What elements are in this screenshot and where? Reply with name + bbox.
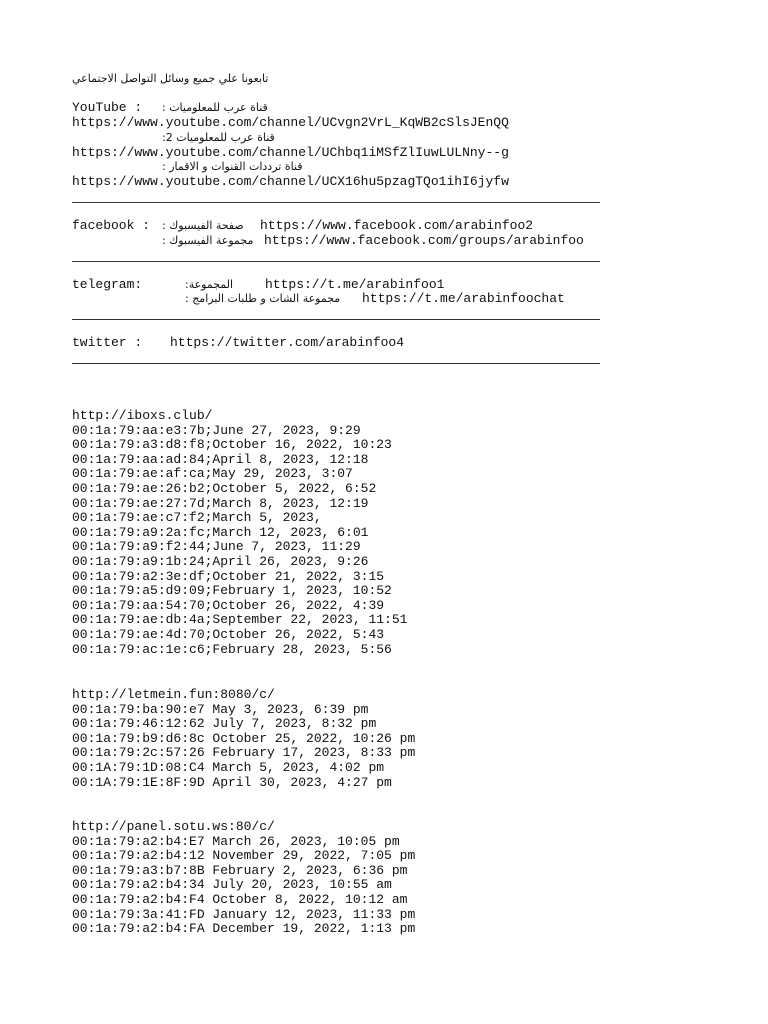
mac-entry: 00:1a:79:ae:4d:70;October 26, 2022, 5:43 [72,626,385,642]
mac-entry: 00:1a:79:a3:b7:8B February 2, 2023, 6:36 pm [72,862,408,878]
mac-entry: 00:1a:79:ae:db:4a;September 22, 2023, 11:51 [72,612,408,628]
youtube-channel-3-name: قناة ترددات القنوات و الاقمار : [162,160,303,173]
mac-entry: 00:1a:79:a2:b4:12 November 29, 2022, 7:05 pm [72,848,416,864]
telegram-group-name: المجموعة: [185,278,234,291]
mac-entry: 00:1A:79:1E:8F:9D April 30, 2023, 4:27 pm [72,774,392,790]
facebook-group-url[interactable]: https://www.facebook.com/groups/arabinfoo [264,233,584,248]
mac-entry: 00:1a:79:aa:ad:84;April 8, 2023, 12:18 [72,451,369,467]
facebook-group-name: مجموعة الفيسبوك : [162,234,254,247]
mac-entry: 00:1a:79:a2:b4:FA December 19, 2022, 1:13 pm [72,921,416,937]
mac-entry: 00:1a:79:aa:e3:7b;June 27, 2023, 9:29 [72,422,361,438]
mac-entry: 00:1a:79:a9:1b:24;April 26, 2023, 9:26 [72,553,369,569]
telegram-chat-name: مجموعة الشات و طلبات البرامج : [185,292,341,305]
mac-entry: 00:1a:79:b9:d6:8c October 25, 2022, 10:26 pm [72,730,416,746]
mac-entry: 00:1a:79:46:12:62 July 7, 2023, 8:32 pm [72,716,377,732]
mac-entry: 00:1a:79:3a:41:FD January 12, 2023, 11:33 pm [72,906,416,922]
divider [72,261,600,262]
facebook-page-url[interactable]: https://www.facebook.com/arabinfoo2 [260,218,534,233]
server-block [72,409,407,657]
mac-entry: 00:1A:79:1D:08:C4 March 5, 2023, 4:02 pm [72,759,385,775]
facebook-label: facebook : [72,218,151,233]
mac-entry: 00:1a:79:a9:2a:fc;March 12, 2023, 6:01 [72,524,369,540]
mac-entry: 00:1a:79:ae:26:b2;October 5, 2022, 6:52 [72,480,377,496]
youtube-channel-1-name: قناة عرب للمعلوميات : [162,101,268,114]
mac-entry: 00:1a:79:ba:90:e7 May 3, 2023, 6:39 pm [72,701,369,717]
mac-entry: 00:1a:79:ae:af:ca;May 29, 2023, 3:07 [72,466,353,482]
server-url[interactable]: http://panel.sotu.ws:80/c/ [72,819,275,834]
divider [72,202,600,203]
server-url[interactable]: http://letmein.fun:8080/c/ [72,687,275,702]
mac-entry: 00:1a:79:a2:b4:E7 March 26, 2023, 10:05 pm [72,833,400,849]
twitter-label: twitter : [72,335,143,350]
follow-us-title: تابعونا علي جميع وسائل التواصل الاجتماعي [72,72,269,85]
mac-entry: 00:1a:79:ac:1e:c6;February 28, 2023, 5:56 [72,641,392,657]
youtube-label: YouTube : [72,100,143,115]
divider [72,319,600,320]
divider [72,363,600,364]
telegram-label: telegram: [72,277,143,292]
telegram-group-url[interactable]: https://t.me/arabinfoo1 [265,277,445,292]
server-url[interactable]: http://iboxs.club/ [72,408,213,423]
facebook-page-name: صفحة الفيسبوك : [162,219,244,232]
twitter-url[interactable]: https://twitter.com/arabinfoo4 [170,335,405,350]
mac-entry: 00:1a:79:a2:b4:34 July 20, 2023, 10:55 am [72,877,392,893]
mac-entry: 00:1a:79:ae:27:7d;March 8, 2023, 12:19 [72,495,369,511]
mac-entry: 00:1a:79:ae:c7:f2;March 5, 2023, [72,510,322,526]
mac-entry: 00:1a:79:a9:f2:44;June 7, 2023, 11:29 [72,539,361,555]
youtube-channel-2-url[interactable]: https://www.youtube.com/channel/UChbq1iMSfZlIuwLULNny--g [72,145,509,160]
mac-entry: 00:1a:79:a3:d8:f8;October 16, 2022, 10:23 [72,437,392,453]
server-block [72,688,415,790]
youtube-channel-2-name: قناة عرب للمعلوميات 2: [162,131,275,144]
youtube-channel-1-url[interactable]: https://www.youtube.com/channel/UCvgn2VrL_KqWB2cSlsJEnQQ [72,115,509,130]
youtube-channel-3-url[interactable]: https://www.youtube.com/channel/UCX16hu5pzagTQo1ihI6jyfw [72,174,509,189]
mac-entry: 00:1a:79:2c:57:26 February 17, 2023, 8:33 pm [72,745,416,761]
mac-entry: 00:1a:79:a2:3e:df;October 21, 2022, 3:15 [72,568,385,584]
mac-entry: 00:1a:79:a5:d9:09;February 1, 2023, 10:52 [72,583,392,599]
mac-entry: 00:1a:79:aa:54:70;October 26, 2022, 4:39 [72,597,385,613]
mac-entry: 00:1a:79:a2:b4:F4 October 8, 2022, 10:12 am [72,891,408,907]
telegram-chat-url[interactable]: https://t.me/arabinfoochat [362,291,565,306]
server-block [72,820,415,937]
